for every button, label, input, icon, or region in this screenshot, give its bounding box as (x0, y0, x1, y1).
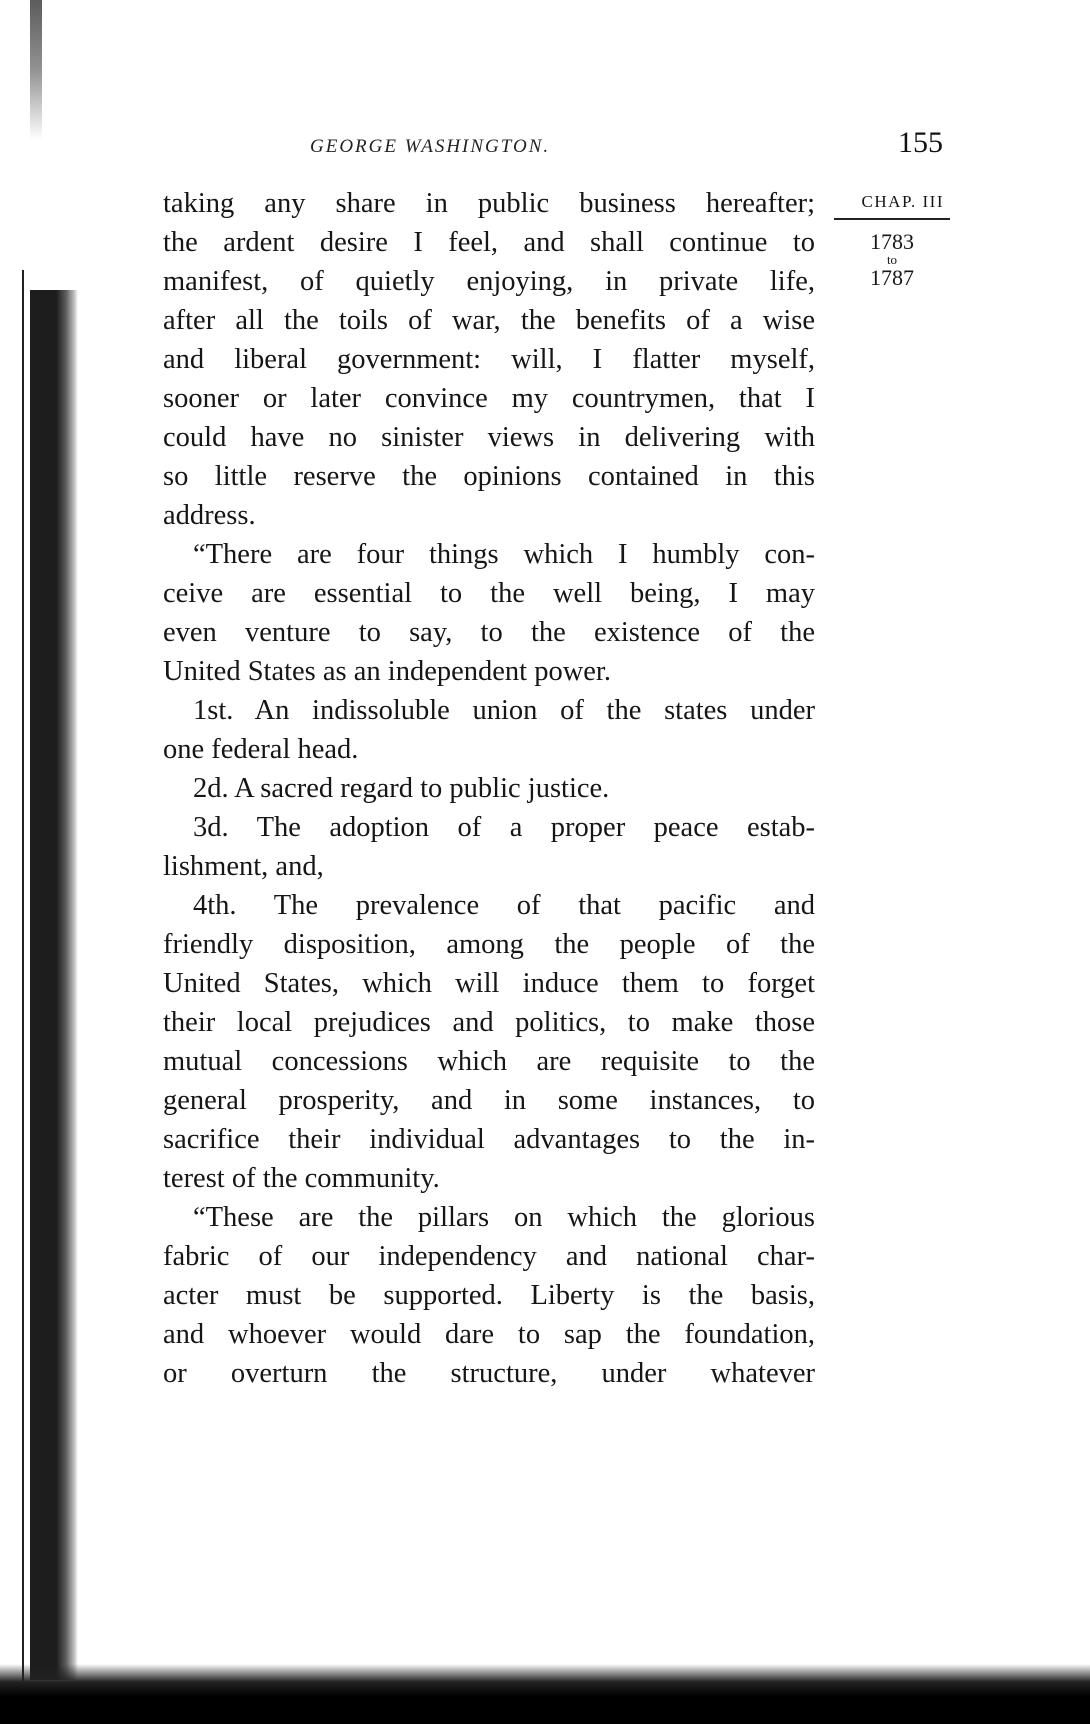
text-line: ceive are essential to the well being, I may (163, 578, 815, 609)
text-line: terest of the community. (163, 1163, 440, 1194)
text-line: one federal head. (163, 734, 359, 765)
text-line: address. (163, 500, 256, 531)
text-line: could have no sinister views in delivering with (163, 422, 815, 453)
binding-line (22, 270, 24, 1690)
text-line: 2d. A sacred regard to public justice. (193, 773, 610, 804)
text-line: even venture to say, to the existence of the (163, 617, 815, 648)
text-line: sacrifice their individual advantages to the in- (163, 1124, 815, 1155)
text-line: friendly disposition, among the people of the (163, 929, 815, 960)
body-text (163, 184, 815, 1393)
year-from: 1783 (870, 229, 914, 254)
binding-edge-top (30, 0, 42, 140)
text-line: United States, which will induce them to forget (163, 968, 815, 999)
text-line: lishment, and, (163, 851, 324, 882)
text-line: after all the toils of war, the benefits of a wise (163, 305, 815, 336)
text-line: so little reserve the opinions contained in this (163, 461, 815, 492)
text-line: mutual concessions which are requisite to the (163, 1046, 815, 1077)
binding-shadow (30, 290, 78, 1680)
text-line: general prosperity, and in some instances, to (163, 1085, 815, 1116)
text-line: “There are four things which I humbly con- (193, 539, 815, 570)
year-to: 1787 (870, 265, 914, 290)
text-line: acter must be supported. Liberty is the basis, (163, 1280, 815, 1311)
margin-note (834, 192, 950, 290)
text-line: taking any share in public business hereafter; (163, 188, 815, 219)
text-line: “These are the pillars on which the glorious (193, 1202, 815, 1233)
text-line: manifest, of quietly enjoying, in private life, (163, 266, 815, 297)
text-line: their local prejudices and politics, to make those (163, 1007, 815, 1038)
text-line: or overturn the structure, under whatever (163, 1358, 815, 1389)
text-line: 3d. The adoption of a proper peace estab- (193, 812, 815, 843)
page-number: 155 (898, 126, 943, 159)
year-separator: to (886, 252, 898, 267)
text-line: 4th. The prevalence of that pacific and (193, 890, 815, 921)
text-line: and liberal government: will, I flatter myself, (163, 344, 815, 375)
text-line: sooner or later convince my countrymen, that I (163, 383, 815, 414)
text-line: 1st. An indissoluble union of the states under (193, 695, 815, 726)
text-line: United States as an independent power. (163, 656, 611, 687)
bottom-shadow (0, 1664, 1090, 1724)
running-head: GEORGE WASHINGTON. (310, 136, 551, 157)
text-line: and whoever would dare to sap the foundation, (163, 1319, 815, 1350)
text-line: fabric of our independency and national char- (163, 1241, 815, 1272)
text-line: the ardent desire I feel, and shall continue to (163, 227, 815, 258)
chapter-label: CHAP. III (834, 192, 950, 220)
